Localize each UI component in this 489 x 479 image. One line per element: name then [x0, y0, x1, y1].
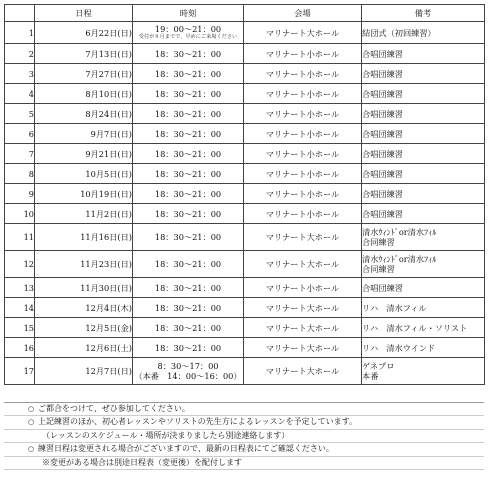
- row-note: [362, 298, 485, 318]
- date-text: 6月22日: [85, 27, 118, 38]
- venue-text: マリナート大ホール: [265, 302, 340, 313]
- row-number-text: 16: [23, 342, 34, 353]
- row-date: [35, 124, 133, 144]
- row-note: [362, 22, 485, 44]
- date-text: 12月7日: [85, 366, 118, 376]
- row-number-text: 8: [28, 168, 34, 179]
- note-text: 合唱団練習: [362, 168, 403, 179]
- row-number-text: 6: [28, 128, 34, 139]
- weekday-text: (日): [117, 108, 132, 119]
- note-text: 合唱団練習: [362, 188, 403, 199]
- row-number: [5, 64, 35, 84]
- row-note: [362, 318, 485, 338]
- date-text: 12月6日: [85, 342, 118, 353]
- row-number: [5, 22, 35, 44]
- venue-text: マリナート大ホール: [265, 232, 340, 242]
- row-date: [35, 298, 133, 318]
- row-number-text: 13: [23, 282, 34, 293]
- note-text: リハ 清水フィル・ソリスト: [362, 322, 468, 333]
- time-text: 18：30〜21：00: [154, 68, 222, 79]
- row-number-text: 11: [23, 232, 34, 242]
- note-text: 清水ｳｨﾝﾄﾞor清水ﾌｨﾙ: [362, 254, 437, 264]
- row-number-text: 1: [28, 27, 34, 38]
- time-text: 18：30〜21：00: [154, 232, 222, 242]
- time-text: 18：30〜21：00: [154, 128, 222, 139]
- row-number: [5, 224, 35, 251]
- venue-text: マリナート小ホール: [265, 128, 340, 139]
- row-time: [133, 224, 244, 251]
- note-text-2: 本番: [362, 371, 379, 381]
- date-text: 8月24日: [85, 108, 118, 119]
- note-text: 合唱団練習: [362, 68, 403, 79]
- header-row: [5, 5, 485, 22]
- note-text: 合唱団練習: [362, 208, 403, 219]
- row-note: [362, 124, 485, 144]
- venue-text: マリナート小ホール: [265, 48, 340, 59]
- row-number-text: 7: [28, 148, 34, 159]
- note-text: 清水ｳｨﾝﾄﾞor清水ﾌｨﾙ: [362, 227, 437, 237]
- row-venue: [244, 224, 362, 251]
- date-text: 10月19日: [80, 188, 118, 199]
- note-text: 合唱団練習: [362, 88, 403, 99]
- table-row: [5, 44, 485, 64]
- venue-text: マリナート小ホール: [265, 88, 340, 99]
- time-text: 18：30〜21：00: [154, 322, 222, 333]
- row-number: [5, 318, 35, 338]
- row-note: [362, 44, 485, 64]
- venue-text: マリナート小ホール: [265, 188, 340, 199]
- header-note: 備考: [362, 5, 485, 22]
- row-date: [35, 104, 133, 124]
- row-note: [362, 251, 485, 278]
- time-subtext: （本番 14：00〜16：00）: [134, 371, 242, 381]
- note-line: [4, 403, 484, 416]
- note-text: リハ 清水フィル: [362, 302, 427, 313]
- note-text-2: 合同練習: [362, 264, 395, 274]
- row-number: [5, 338, 35, 358]
- weekday-text: (日): [117, 48, 132, 59]
- weekday-text: (日): [117, 208, 132, 219]
- venue-text: マリナート大ホール: [265, 27, 340, 38]
- row-date: [35, 338, 133, 358]
- table-row: [5, 298, 485, 318]
- date-text: 11月2日: [85, 208, 118, 219]
- row-venue: [244, 184, 362, 204]
- note-text: 合唱団練習: [362, 108, 403, 119]
- venue-text: マリナート小ホール: [265, 68, 340, 79]
- row-number-text: 17: [23, 366, 34, 376]
- row-number: [5, 298, 35, 318]
- weekday-text: (日): [117, 366, 132, 376]
- row-date: [35, 251, 133, 278]
- row-number: [5, 278, 35, 298]
- row-number-text: 14: [23, 302, 34, 313]
- table-row: [5, 358, 485, 385]
- row-number: [5, 164, 35, 184]
- row-date: [35, 44, 133, 64]
- time-text: 18：30〜21：00: [154, 302, 222, 313]
- bullet-icon: ○: [28, 418, 35, 427]
- weekday-text: (日): [117, 259, 132, 269]
- row-note: [362, 204, 485, 224]
- row-number-text: 2: [28, 48, 34, 59]
- row-time: [133, 278, 244, 298]
- table-row: [5, 164, 485, 184]
- weekday-text: (金): [117, 322, 132, 333]
- row-venue: [244, 124, 362, 144]
- note-text: 合唱団練習: [362, 48, 403, 59]
- weekday-text: (日): [117, 232, 132, 242]
- row-time: [133, 204, 244, 224]
- date-text: 7月27日: [85, 68, 118, 79]
- schedule-table: [4, 4, 485, 385]
- row-number: [5, 251, 35, 278]
- time-text: 18：30〜21：00: [154, 48, 222, 59]
- note-text: 上記練習のほか、初心者レッスンやソリストの先生方によるレッスンを予定しています。: [38, 417, 358, 427]
- weekday-text: (日): [117, 27, 132, 38]
- row-note: [362, 84, 485, 104]
- row-venue: [244, 104, 362, 124]
- table-row: [5, 22, 485, 44]
- note-text: ご都合をつけて、ぜひ参加してください。: [38, 404, 190, 413]
- row-note: [362, 104, 485, 124]
- row-venue: [244, 278, 362, 298]
- header-no: [5, 5, 35, 22]
- venue-text: マリナート大ホール: [265, 366, 340, 376]
- time-text: 18：30〜21：00: [154, 259, 222, 269]
- note-text-2: 合同練習: [362, 237, 395, 247]
- row-time: [133, 124, 244, 144]
- weekday-text: (日): [117, 68, 132, 79]
- table-row: [5, 84, 485, 104]
- row-time: [133, 22, 244, 44]
- row-venue: [244, 84, 362, 104]
- weekday-text: (土): [117, 342, 132, 353]
- venue-text: マリナート小ホール: [265, 208, 340, 219]
- row-venue: [244, 338, 362, 358]
- row-note: [362, 224, 485, 251]
- row-date: [35, 358, 133, 385]
- note-text: 合唱団練習: [362, 148, 403, 159]
- header-time: 時刻: [133, 5, 244, 22]
- date-text: 12月5日: [85, 322, 118, 333]
- row-date: [35, 164, 133, 184]
- row-note: [362, 184, 485, 204]
- row-note: [362, 164, 485, 184]
- date-text: 10月5日: [85, 168, 118, 179]
- row-venue: [244, 44, 362, 64]
- row-venue: [244, 164, 362, 184]
- date-text: 12月4日: [85, 302, 118, 313]
- date-text: 9月21日: [85, 148, 118, 159]
- row-time: [133, 251, 244, 278]
- row-number: [5, 44, 35, 64]
- row-time: [133, 338, 244, 358]
- row-number: [5, 124, 35, 144]
- row-venue: [244, 64, 362, 84]
- row-date: [35, 278, 133, 298]
- header-venue: 会場: [244, 5, 362, 22]
- time-text: 19：00〜21：00: [154, 24, 222, 34]
- row-time: [133, 144, 244, 164]
- row-time: [133, 164, 244, 184]
- row-number-text: 5: [28, 108, 34, 119]
- table-row: [5, 318, 485, 338]
- row-time: [133, 64, 244, 84]
- row-time: [133, 318, 244, 338]
- row-number: [5, 104, 35, 124]
- table-row: [5, 64, 485, 84]
- note-line: [4, 443, 484, 456]
- date-text: 11月30日: [80, 282, 118, 293]
- weekday-text: (日): [117, 188, 132, 199]
- note-text: ※変更がある場合は別途日程表（変更後）を配付します: [42, 457, 242, 467]
- row-note: [362, 358, 485, 385]
- time-text: 18：30〜21：00: [154, 282, 222, 293]
- table-row: [5, 278, 485, 298]
- note-text: 練習日程は変更される場合がございますので、最新の日程表にてご確認ください。: [38, 444, 334, 454]
- row-venue: [244, 204, 362, 224]
- time-text: 18：30〜21：00: [154, 108, 222, 119]
- date-text: 9月7日: [90, 128, 118, 139]
- venue-text: マリナート小ホール: [265, 168, 340, 179]
- row-date: [35, 224, 133, 251]
- row-number: [5, 358, 35, 385]
- row-note: [362, 278, 485, 298]
- time-text: 18：30〜21：00: [154, 188, 222, 199]
- note-text: 合唱団練習: [362, 282, 403, 293]
- time-text: 18：30〜21：00: [154, 148, 222, 159]
- row-venue: [244, 251, 362, 278]
- row-number: [5, 184, 35, 204]
- row-time: [133, 84, 244, 104]
- note-text: リハ 清水ウインド: [362, 342, 436, 353]
- time-text: 18：30〜21：00: [154, 168, 222, 179]
- row-venue: [244, 318, 362, 338]
- weekday-text: (日): [117, 168, 132, 179]
- row-venue: [244, 298, 362, 318]
- header-date: 日程: [35, 5, 133, 22]
- table-row: [5, 204, 485, 224]
- date-text: 11月16日: [80, 232, 118, 242]
- table-row: [5, 184, 485, 204]
- row-number-text: 4: [28, 88, 34, 99]
- notes-section: [4, 402, 484, 470]
- row-date: [35, 144, 133, 164]
- row-number-text: 9: [28, 188, 34, 199]
- row-date: [35, 84, 133, 104]
- note-line: [4, 430, 484, 443]
- note-text: （レッスンのスケジュール・場所が決まりましたら別途連絡します）: [42, 430, 290, 440]
- weekday-text: (木): [117, 302, 132, 313]
- date-text: 7月13日: [85, 48, 118, 59]
- row-number: [5, 144, 35, 164]
- schedule-sheet: [4, 4, 484, 385]
- row-time: [133, 298, 244, 318]
- venue-text: マリナート小ホール: [265, 108, 340, 119]
- row-time: [133, 184, 244, 204]
- row-number-text: 15: [23, 322, 34, 333]
- weekday-text: (日): [117, 148, 132, 159]
- venue-text: マリナート大ホール: [265, 322, 340, 333]
- table-row: [5, 338, 485, 358]
- date-text: 8月10日: [85, 88, 118, 99]
- schedule-rows: [5, 22, 485, 385]
- weekday-text: (日): [117, 88, 132, 99]
- table-row: [5, 124, 485, 144]
- table-row: [5, 224, 485, 251]
- table-row: [5, 251, 485, 278]
- note-line: [4, 416, 484, 429]
- table-row: [5, 144, 485, 164]
- row-number-text: 3: [28, 68, 34, 79]
- note-text: 合唱団練習: [362, 128, 403, 139]
- row-date: [35, 22, 133, 44]
- bullet-icon: ○: [28, 445, 35, 454]
- venue-text: マリナート大ホール: [265, 259, 340, 269]
- row-date: [35, 184, 133, 204]
- time-text: 18：30〜21：00: [154, 88, 222, 99]
- venue-text: マリナート大ホール: [265, 342, 340, 353]
- row-venue: [244, 22, 362, 44]
- row-number-text: 10: [23, 208, 34, 219]
- time-text: 18：30〜21：00: [154, 342, 222, 353]
- note-text: ゲネプロ: [362, 361, 395, 371]
- venue-text: マリナート小ホール: [265, 282, 340, 293]
- row-venue: [244, 144, 362, 164]
- row-date: [35, 318, 133, 338]
- row-time: [133, 104, 244, 124]
- row-note: [362, 338, 485, 358]
- time-subtext: 受付が８月までで、早めにご来場ください: [138, 34, 238, 40]
- row-number-text: 12: [23, 259, 34, 269]
- table-row: [5, 104, 485, 124]
- time-text: 18：30〜21：00: [154, 208, 222, 219]
- row-date: [35, 64, 133, 84]
- date-text: 11月23日: [80, 259, 118, 269]
- row-number: [5, 84, 35, 104]
- row-venue: [244, 358, 362, 385]
- row-note: [362, 144, 485, 164]
- weekday-text: (日): [117, 128, 132, 139]
- note-line: [4, 457, 484, 470]
- time-text: 8：30〜17：00: [157, 361, 219, 371]
- bullet-icon: ○: [28, 405, 35, 413]
- row-note: [362, 64, 485, 84]
- venue-text: マリナート小ホール: [265, 148, 340, 159]
- row-date: [35, 204, 133, 224]
- row-number: [5, 204, 35, 224]
- weekday-text: (日): [117, 282, 132, 293]
- note-text: 結団式（初回練習）: [362, 27, 436, 38]
- row-time: [133, 358, 244, 385]
- row-time: [133, 44, 244, 64]
